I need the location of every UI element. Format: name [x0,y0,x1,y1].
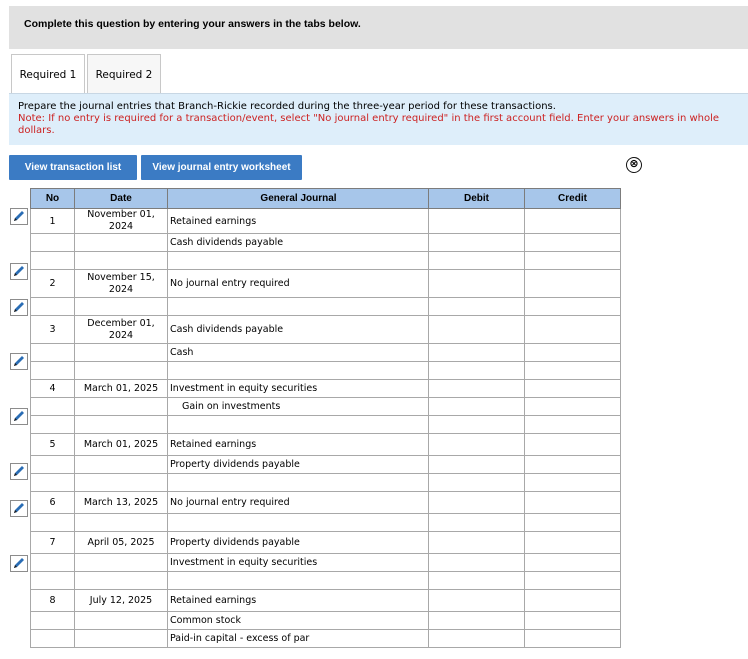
cell-credit[interactable] [525,344,621,362]
header-no: No [31,189,75,209]
cell-credit[interactable] [525,630,621,648]
cell-credit[interactable] [525,572,621,590]
cell-credit[interactable] [525,434,621,456]
cell-account[interactable] [168,572,429,590]
cell-account[interactable]: Gain on investments [168,398,429,416]
table-row [31,456,621,474]
table-row [31,298,621,316]
cell-date [75,362,168,380]
cell-credit[interactable] [525,298,621,316]
cell-credit[interactable] [525,612,621,630]
cell-date [75,252,168,270]
cell-date [75,234,168,252]
cell-credit[interactable] [525,252,621,270]
table-row [31,252,621,270]
cell-no: 6 [31,492,75,514]
cell-debit[interactable] [429,316,525,344]
cell-credit[interactable] [525,362,621,380]
cell-no [31,572,75,590]
cell-debit[interactable] [429,554,525,572]
cell-account[interactable]: No journal entry required [168,270,429,298]
cell-account[interactable]: Retained earnings [168,209,429,234]
cell-date [75,554,168,572]
edit-entry-icon[interactable] [10,299,28,316]
cell-no [31,474,75,492]
cell-account[interactable] [168,416,429,434]
view-transaction-list-button[interactable]: View transaction list [9,155,137,180]
cell-no [31,514,75,532]
cell-credit[interactable] [525,514,621,532]
cell-account[interactable] [168,474,429,492]
cell-no [31,416,75,434]
cell-no: 1 [31,209,75,234]
cell-no [31,298,75,316]
cell-no [31,398,75,416]
cell-debit[interactable] [429,234,525,252]
prompt-text: Prepare the journal entries that Branch-Rickie recorded during the three-year period for these transactions. [18,101,556,112]
cell-date: November 01, 2024 [75,209,168,234]
cell-credit[interactable] [525,456,621,474]
cell-no [31,234,75,252]
cell-no [31,252,75,270]
table-row [31,362,621,380]
cell-account[interactable] [168,298,429,316]
table-row [31,380,621,398]
cell-date [75,344,168,362]
edit-entry-icon[interactable] [10,555,28,572]
table-row [31,630,621,648]
cell-date [75,630,168,648]
cell-account[interactable]: No journal entry required [168,492,429,514]
cell-account[interactable] [168,514,429,532]
table-row [31,532,621,554]
cell-no [31,362,75,380]
cell-debit[interactable] [429,398,525,416]
cell-credit[interactable] [525,532,621,554]
cell-debit[interactable] [429,492,525,514]
cell-credit[interactable] [525,416,621,434]
cell-account[interactable]: Investment in equity securities [168,554,429,572]
cell-date [75,298,168,316]
cell-debit[interactable] [429,572,525,590]
cell-date [75,572,168,590]
cell-no [31,344,75,362]
edit-entry-icon[interactable] [10,408,28,425]
cell-debit[interactable] [429,209,525,234]
cell-account[interactable]: Cash dividends payable [168,316,429,344]
table-row [31,416,621,434]
cell-no: 8 [31,590,75,612]
cell-credit[interactable] [525,492,621,514]
table-row [31,434,621,456]
cell-date [75,398,168,416]
table-row [31,474,621,492]
cell-account[interactable]: Cash [168,344,429,362]
cell-debit[interactable] [429,344,525,362]
cell-date: November 15, 2024 [75,270,168,298]
table-row [31,344,621,362]
cell-debit[interactable] [429,532,525,554]
cell-date: March 01, 2025 [75,434,168,456]
cell-no: 5 [31,434,75,456]
table-row [31,209,621,234]
cell-account[interactable]: Property dividends payable [168,532,429,554]
cell-debit[interactable] [429,456,525,474]
cell-debit[interactable] [429,514,525,532]
cell-account[interactable]: Common stock [168,612,429,630]
table-row [31,398,621,416]
edit-entry-icon[interactable] [10,208,28,225]
table-row [31,270,621,298]
cell-no: 3 [31,316,75,344]
cell-no: 2 [31,270,75,298]
cell-date: March 01, 2025 [75,380,168,398]
question-instructions [9,93,748,145]
cell-debit[interactable] [429,270,525,298]
cell-date: December 01, 2024 [75,316,168,344]
cell-debit[interactable] [429,630,525,648]
cell-debit[interactable] [429,474,525,492]
cell-no: 7 [31,532,75,554]
view-journal-entry-worksheet-button[interactable]: View journal entry worksheet [141,155,302,180]
edit-entry-icon[interactable] [10,353,28,370]
cell-debit[interactable] [429,252,525,270]
cell-credit[interactable] [525,554,621,572]
cell-no [31,630,75,648]
cell-debit[interactable] [429,612,525,630]
cell-date [75,612,168,630]
cell-credit[interactable] [525,316,621,344]
cell-credit[interactable] [525,270,621,298]
instructions-banner: Complete this question by entering your answers in the tabs below. [9,6,748,49]
cell-account[interactable] [168,252,429,270]
cell-credit[interactable] [525,474,621,492]
cell-date [75,456,168,474]
close-icon[interactable]: ⊗ [626,157,642,173]
cell-account[interactable]: Investment in equity securities [168,380,429,398]
cell-account[interactable] [168,362,429,380]
cell-debit[interactable] [429,380,525,398]
table-row [31,590,621,612]
cell-account[interactable]: Paid-in capital - excess of par [168,630,429,648]
edit-entry-icon[interactable] [10,463,28,480]
table-row [31,612,621,630]
cell-credit[interactable] [525,209,621,234]
cell-date: April 05, 2025 [75,532,168,554]
cell-no: 4 [31,380,75,398]
table-row [31,514,621,532]
cell-debit[interactable] [429,362,525,380]
cell-account[interactable]: Property dividends payable [168,456,429,474]
edit-entry-icon[interactable] [10,500,28,517]
cell-no [31,456,75,474]
header-debit: Debit [429,189,525,209]
cell-credit[interactable] [525,590,621,612]
cell-debit[interactable] [429,590,525,612]
cell-account[interactable]: Retained earnings [168,590,429,612]
header-date: Date [75,189,168,209]
table-row [31,554,621,572]
table-row [31,492,621,514]
table-row [31,316,621,344]
cell-credit[interactable] [525,380,621,398]
cell-account[interactable]: Retained earnings [168,434,429,456]
cell-no [31,554,75,572]
edit-entry-icon[interactable] [10,263,28,280]
tab-required-2[interactable]: Required 2 [87,54,161,93]
cell-account[interactable]: Cash dividends payable [168,234,429,252]
cell-date [75,514,168,532]
general-journal-table [30,188,621,648]
cell-debit[interactable] [429,298,525,316]
journal-body [31,209,621,648]
header-credit: Credit [525,189,621,209]
table-row [31,572,621,590]
table-header-row [31,189,621,209]
table-row [31,234,621,252]
cell-date: July 12, 2025 [75,590,168,612]
cell-credit[interactable] [525,234,621,252]
note-text: Note: If no entry is required for a transaction/event, select "No journal entry required" in the first account field. Enter your answers in whole dollars. [18,113,720,136]
cell-credit[interactable] [525,398,621,416]
cell-debit[interactable] [429,416,525,434]
cell-no [31,612,75,630]
cell-date [75,416,168,434]
cell-debit[interactable] [429,434,525,456]
cell-date [75,474,168,492]
tab-required-1[interactable]: Required 1 [11,54,85,94]
cell-date: March 13, 2025 [75,492,168,514]
header-general-journal: General Journal [168,189,429,209]
